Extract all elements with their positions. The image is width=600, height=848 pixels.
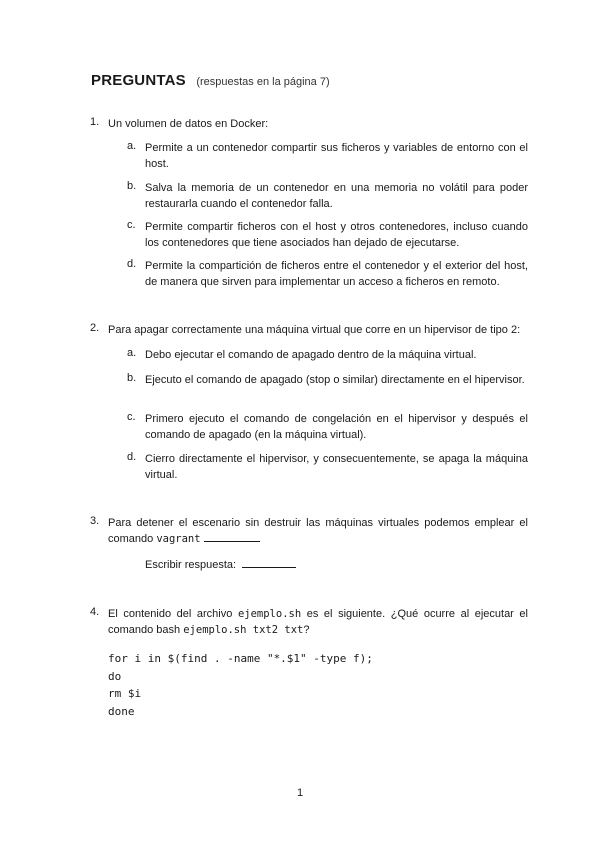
code-line: do	[108, 669, 122, 683]
code-line: for i in $(find . -name "*.$1" -type f);	[108, 652, 373, 665]
answer-blank[interactable]	[242, 557, 296, 568]
question-number: 4.	[90, 606, 100, 618]
question-text-part3: ?	[303, 624, 310, 636]
answer-blank-inline[interactable]	[204, 531, 260, 542]
question-text-part1: El contenido del archivo	[108, 608, 233, 620]
page-number: 1	[296, 787, 304, 799]
option-letter: b.	[127, 372, 137, 384]
answer-label: Escribir respuesta:	[145, 559, 237, 571]
question-number: 3.	[90, 515, 100, 527]
option-text: Debo ejecutar el comando de apagado dentro de la máquina virtual.	[145, 349, 477, 361]
question-number: 2.	[90, 322, 100, 334]
option-letter: d.	[127, 258, 137, 270]
option-text: Primero ejecuto el comando de congelación en el hipervisor y después el comando de apagado (en la máquina virtual).	[145, 413, 528, 441]
option-text: Permite compartir ficheros con el host y otros contenedores, incluso cuando los contenedores que tiene asociados han dejado de ejecutarse.	[145, 221, 528, 249]
option-text: Permite la compartición de ficheros entre el contenedor y el exterior del host, de manera que sirven para implementar un acceso a ficheros en remoto.	[145, 260, 528, 288]
question-text-before: Para detener el escenario sin destruir las máquinas virtuales podemos emplear el comando	[108, 517, 528, 545]
question-text: Para apagar correctamente una máquina virtual que corre en un hipervisor de tipo 2:	[108, 324, 521, 336]
page-title: PREGUNTAS	[91, 72, 186, 89]
option-text: Cierro directamente el hipervisor, y consecuentemente, se apaga la máquina virtual.	[145, 453, 528, 481]
code-line: done	[108, 704, 135, 718]
code-block	[108, 650, 373, 720]
question-text: Un volumen de datos en Docker:	[108, 118, 269, 130]
code-line: rm $i	[108, 687, 142, 700]
question-number: 1.	[90, 116, 100, 128]
option-letter: c.	[127, 219, 136, 231]
page-subtitle: (respuestas en la página 7)	[196, 76, 330, 88]
option-letter: a.	[127, 140, 137, 152]
header	[91, 72, 330, 90]
inline-code: vagrant	[156, 533, 201, 545]
option-letter: a.	[127, 347, 137, 359]
option-text: Salva la memoria de un contenedor en una memoria no volátil para poder restaurarla cuando el contenedor falla.	[145, 182, 528, 210]
option-letter: d.	[127, 451, 137, 463]
answer-row	[145, 557, 296, 571]
question-text	[108, 606, 528, 638]
option-text: Ejecuto el comando de apagado (stop o similar) directamente en el hipervisor.	[145, 374, 525, 386]
question-text-part2: es el siguiente. ¿Qué ocurre al ejecutar el comando bash	[108, 608, 528, 636]
inline-code-file: ejemplo.sh	[237, 608, 302, 620]
option-text: Permite a un contenedor compartir sus ficheros y variables de entorno con el host.	[145, 142, 528, 170]
option-letter: b.	[127, 180, 137, 192]
question-text	[108, 515, 528, 547]
option-letter: c.	[127, 411, 136, 423]
inline-code-command: ejemplo.sh txt2 txt	[183, 624, 304, 636]
